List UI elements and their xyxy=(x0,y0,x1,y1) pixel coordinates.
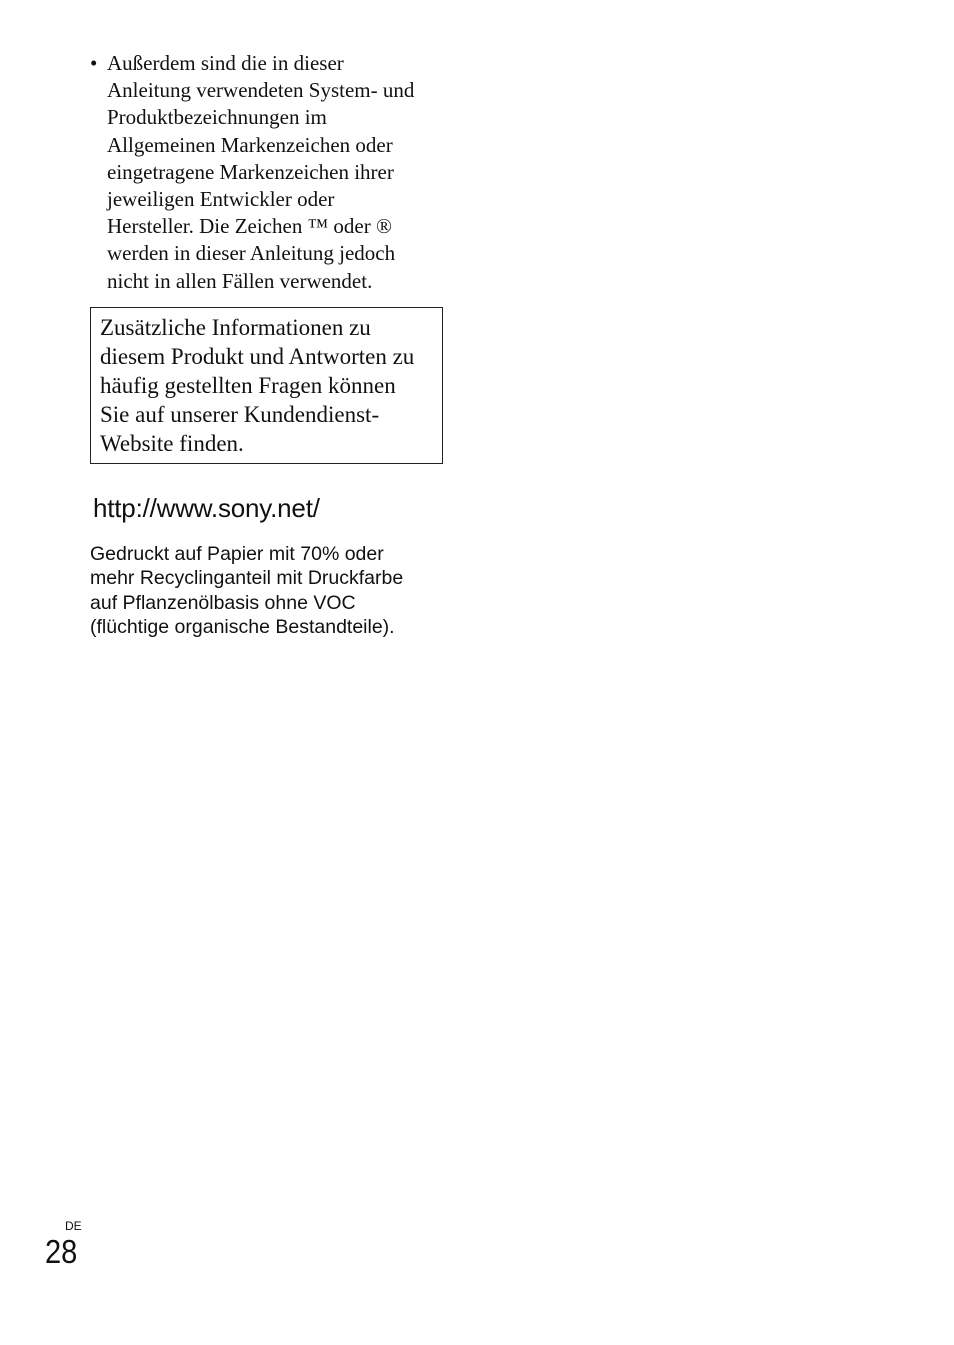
trademark-bullet-item xyxy=(90,50,450,295)
bullet-dot: • xyxy=(90,51,98,75)
sony-website-url: http://www.sony.net/ xyxy=(93,493,320,523)
recycled-paper-note: Gedruckt auf Papier mit 70% oder mehr Recyclinganteil mit Druckfarbe auf Pflanzenölbasis ohne VOC (flüchtige organische Bestandteile). xyxy=(90,543,404,638)
language-code: DE xyxy=(65,1219,82,1233)
additional-info-box: Zusätzliche Informationen zu diesem Produkt und Antworten zu häufig gestellten Fragen können Sie auf unserer Kundendienst- Website finden. xyxy=(90,307,443,464)
trademark-notice-text: Außerdem sind die in dieser Anleitung verwendeten System- und Produktbezeichnungen im Allgemeinen Markenzeichen oder eingetragene Markenzeichen ihrer jeweiligen Entwickler oder Hersteller. Die Zeichen ™ oder ® werden in dieser Anleitung jedoch nicht in allen Fällen verwendet. xyxy=(107,51,415,293)
page-number: 28 xyxy=(45,1233,78,1270)
